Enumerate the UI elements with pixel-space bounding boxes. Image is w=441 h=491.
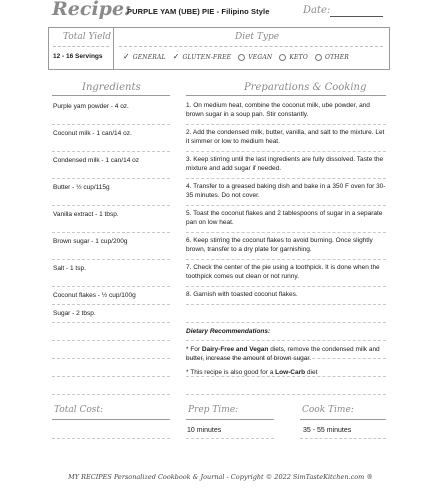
step-line	[186, 232, 386, 233]
diet-option-keto	[279, 53, 308, 61]
step-item: 8. Garnish with toasted coconut flakes.	[186, 291, 298, 298]
ingredient-item: Vanilla extract - 1 tbsp.	[53, 211, 119, 218]
step-line	[186, 340, 386, 341]
ingredient-item: Brown sugar - 1 cup/200g	[53, 238, 128, 245]
empty-circle-icon	[279, 54, 286, 61]
diet-divider-line	[119, 46, 383, 47]
step-line	[186, 259, 386, 260]
step-line	[186, 304, 386, 305]
step-item: 2. Add the condensed milk, butter, vanilla, and salt to the mixture. Let it simmer or low to medium heat.	[186, 129, 385, 145]
ingredient-line	[52, 340, 170, 341]
step-line	[186, 151, 386, 152]
note-text: diet	[305, 369, 318, 376]
note-prefix: * For	[186, 346, 202, 353]
total-cost-value-line	[52, 438, 170, 439]
ingredient-item: Coconut milk - 1 can/14 oz.	[53, 130, 132, 137]
ingredient-item: Sugar - 2 tbsp.	[53, 310, 96, 317]
step-item: 4. Transfer to a greased baking dish and bake in a 350 F oven for 30-35 minutes. Do not cover.	[186, 183, 386, 199]
step-line	[186, 178, 386, 179]
checkmark-icon: ✓	[123, 52, 130, 61]
step-line	[186, 205, 386, 206]
ingredients-heading-line	[52, 95, 170, 96]
diet-option-other	[315, 53, 349, 61]
diet-option-label: OTHER	[324, 53, 350, 61]
recipe-title: PURPLE YAM (UBE) PIE - Filipino Style	[127, 7, 270, 16]
diet-option-label: GENERAL	[132, 53, 166, 61]
step-line	[186, 286, 386, 287]
ingredient-item: Butter - ½ cup/115g	[53, 184, 110, 191]
cook-time-value-line	[300, 438, 386, 439]
dietary-heading: Dietary Recommendations:	[186, 328, 271, 335]
yield-divider-line	[53, 46, 109, 47]
ingredient-line	[52, 205, 170, 206]
prep-time-value-line	[186, 438, 274, 439]
checkmark-icon: ✓	[172, 52, 180, 61]
recipe-label: Recipe:	[52, 0, 132, 20]
step-line	[186, 124, 386, 125]
ingredient-item: Purple yam powder - 4 oz.	[53, 103, 129, 110]
note-emphasis: Dairy-Free and Vegan	[201, 346, 269, 353]
ingredient-line	[52, 178, 170, 179]
diet-option-label: GLUTEN-FREE	[182, 53, 232, 61]
dietary-note-1	[186, 346, 386, 363]
copyright-footer: MY RECIPES Personalized Cookbook & Journal - Copyright © 2022 SimTasteKitchen.com ®	[68, 473, 373, 481]
ingredient-item: Coconut flakes - ½ cup/100g	[53, 292, 136, 299]
total-yield-value: 12 - 16 Servings	[53, 53, 103, 60]
date-label: Date:	[303, 5, 331, 16]
empty-circle-icon	[315, 54, 322, 61]
diet-option-vegan	[238, 53, 272, 61]
total-cost-label: Total Cost:	[54, 405, 104, 415]
step-item: 6. Keep stirring the coconut flakes to avoid burning. Once slightly brown, transfer to a dry plate for garnishing.	[186, 237, 373, 253]
preparations-heading: Preparations & Cooking	[244, 82, 367, 93]
dietary-note-2	[186, 369, 386, 378]
prep-time-value: 10 minutes	[187, 427, 222, 434]
date-field-line	[330, 16, 383, 17]
ingredient-line	[52, 322, 170, 323]
ingredient-line	[52, 286, 170, 287]
ingredient-line	[52, 376, 170, 377]
step-item: 7. Check the center of the pie using a toothpick. It is done when the toothpick comes out clean or not runny.	[186, 264, 380, 280]
ingredient-item: Salt - 1 tsp.	[53, 265, 86, 272]
empty-circle-icon	[238, 54, 245, 61]
cook-time-label: Cook Time:	[302, 405, 354, 415]
yield-diet-box	[48, 27, 390, 70]
ingredient-line	[52, 259, 170, 260]
step-line	[186, 394, 386, 395]
diet-option-label: VEGAN	[248, 53, 273, 61]
diet-option-general	[123, 53, 166, 61]
ingredient-item: Condensed milk - 1 can/14 oz	[53, 157, 139, 164]
cook-time-value: 35 - 55 minutes	[303, 427, 352, 434]
diet-option-label: KETO	[289, 53, 308, 61]
note-emphasis: Low-Carb	[275, 369, 306, 376]
step-item: 1. On medium heat, combine the coconut milk, ube powder, and brown sugar in a soup pan. Stir constantly.	[186, 102, 370, 118]
step-line	[186, 322, 386, 323]
diet-options	[123, 53, 349, 61]
note-prefix: * This recipe is also good for a	[186, 369, 276, 376]
ingredient-line	[52, 151, 170, 152]
prep-time-label: Prep Time:	[188, 405, 239, 415]
box-divider	[113, 28, 114, 69]
prep-time-line	[186, 419, 274, 420]
step-item: 5. Toast the coconut flakes and 2 tablespoons of sugar in a separate pan on low heat.	[186, 210, 383, 226]
ingredient-line	[52, 232, 170, 233]
ingredient-line	[52, 304, 170, 305]
note-text: diets, remove the condensed milk and butter, increase the amount of brown sugar.	[186, 346, 380, 362]
diet-option-gluten-free	[173, 53, 232, 61]
step-item: 3. Keep stirring until the last ingredients are fully dissolved. Taste the mixture and add sugar if needed.	[186, 156, 384, 172]
preparations-heading-line	[186, 95, 386, 96]
total-cost-line	[52, 419, 170, 420]
ingredients-heading: Ingredients	[82, 82, 141, 93]
ingredient-line	[52, 124, 170, 125]
ingredient-line	[52, 358, 170, 359]
ingredient-line	[52, 394, 170, 395]
cook-time-line	[300, 419, 386, 420]
total-yield-label: Total Yield	[63, 32, 112, 42]
diet-type-label: Diet Type	[235, 32, 280, 42]
